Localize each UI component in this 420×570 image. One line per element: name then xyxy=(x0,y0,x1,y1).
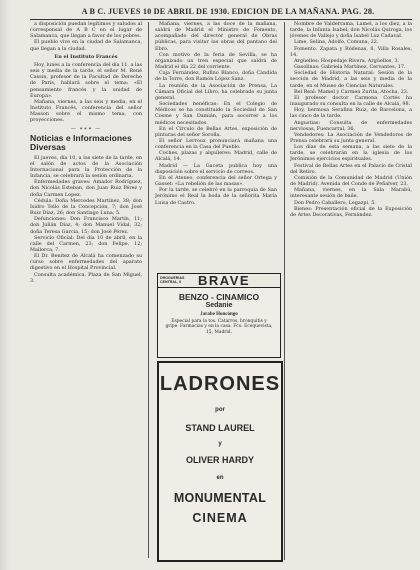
paragraph: En el Círculo de Bellas Artes, exposición de pinturas del señor Sorolla. xyxy=(155,125,277,138)
paragraph: Bienes: Presentación oficial de la Exposición de Artes Decorativas, Fernández. xyxy=(290,205,412,218)
and-word: y xyxy=(218,441,222,447)
paragraph: Enfermedades graves: Amador Rodríguez, don Nicolás Esteban, don Juan Ruiz Pérez y doña Carmen Lopez. xyxy=(30,179,142,198)
paragraph: Consulta académica. Plaza de San Miguel, 3. xyxy=(30,271,142,284)
paragraph: Sociedad de Historia Natural: Sesión de la sección de Madrid, a las seis y media de la tarde, en el Museo de Ciencias Naturales. xyxy=(290,70,412,89)
paragraph: Vendedores: La Asociación de Vendedores de Prensa celebrará su junta general. xyxy=(290,131,412,144)
paragraph: Por la tarde, se celebró en la parroquia de San Jerónimo el Real la boda de la señorita María Luisa de Castro. xyxy=(155,187,277,206)
paragraph: Mañana, viernes, a las doce de la mañana, saldrá de Madrid el Ministro de Fomento, acompañado del director general de Obras públicas, para visitar las obras del pantano del Ebro. xyxy=(155,21,277,52)
paragraph: Cédula: Doña Mercedes Martínez, 38; don Isidro Tello de la Concepción, 7; don José Ruiz Díaz, 26; don Santiago Luna, 5. xyxy=(30,197,142,217)
paragraph: Caja Fernández, Rufino Blanco, doña Cándida de la Torre, don Ramón López Sanz. xyxy=(155,70,277,83)
paragraph: Bel Real: Mamel y Carmen Zurita, Atocha, 23. xyxy=(294,88,409,95)
paragraph: En el Ateneo, conferencia del señor Ortega y Gasset: «La rebelión de las masas». xyxy=(155,174,277,188)
column-2 xyxy=(155,21,277,269)
section-heading: Noticias e Informaciones Diversas xyxy=(30,132,132,153)
paragraph: Festival de Bellas Artes en el Palacio de Cristal del Retiro. xyxy=(290,162,412,175)
paragraph: El jueves, día 10, a las siete de la tarde, en el salón de actos de la Asociación Internacional para la Protección de la Infancia, se celebrará la sesión ordinaria. xyxy=(30,154,142,180)
star-name: OLIVER HARDY xyxy=(185,455,254,465)
brave-title: BRAVE xyxy=(198,273,251,288)
paragraph: Don Pedro Caballero, Legazpi, 5. xyxy=(294,199,376,206)
paragraph: Fomento. Zapata y Ródenas, 8, Villa Rosales, 14. xyxy=(290,45,412,58)
ad-body-text: Especial para la tos. Catarros, bronquitis y gripe. Farmacias y en la casa. Fco. Ecequevista, 15, Madrid. xyxy=(165,319,273,335)
paragraph: La reunión de la Asociación de Prensa, La Cámara Oficial del Libro, ha celebrado su junta general. xyxy=(155,82,277,101)
paragraph: Defunciones: Don Francisco Martín, 11; don Julián Díaz, 4; don Manuel Vidal, 32; doña Teresa García, 15; don José Pérez. xyxy=(30,216,142,235)
paragraph: Mañana, viernes, en la Sala Marabú, interesante sesión de baile. xyxy=(290,187,412,200)
paragraph: El profesor doctor Carmona Cortés ha inaugurado su consulta en la calle de Alcalá, 98. xyxy=(290,94,412,108)
film-title: LADRONES xyxy=(159,373,281,395)
column-divider xyxy=(284,22,285,560)
paragraph: Los días de esta semana, a las siete de la tarde, se celebrarán en la iglesia de los Jerónimos ejercicios espirituales. xyxy=(290,144,412,163)
paragraph: Con motivo de la feria de Sevilla, se ha organizado un tren especial que saldrá de Madrid el día 22 del corriente. xyxy=(155,51,277,71)
paragraph: Coches, plazas y alquileres: Madrid, calle de Alcalá, 14. xyxy=(155,150,277,163)
paragraph: Angustias: Consulta de enfermedades nerviosas, Fuencarral, 36. xyxy=(290,119,412,132)
paragraph: El Dr. Benitez de Alcalá ha comenzado su curso sobre enfermedades del aparato digestivo en el Hospital Provincial. xyxy=(30,253,142,272)
ornament: — ∗∗∗ — xyxy=(70,125,102,132)
paragraph: El pueblo vive en la ciudad de Salamanca, que llegan a la ciudad. xyxy=(30,39,142,52)
benzo-advertisement xyxy=(157,273,281,358)
benzo-title: BENZO - CINAMICO xyxy=(178,292,260,302)
paragraph: Hoy, lunes a la conferencia del día 11, a las seis y media de la tarde, el señor M. René Cassin, profesor de la Facultad de Derecho de París, hablará sobre el tema: «El pensamiento francés y la unidad de Europa». xyxy=(30,61,142,99)
paragraph: Lime, Selina, Adolfo, Comuna, 22. xyxy=(294,39,379,46)
column-3 xyxy=(290,21,412,566)
subheading: En el Instituto Francés xyxy=(54,53,118,60)
paragraph: Nombre de Valderrama, Lamel, a los diez, a la tarde, la Infanta Isabel; don Nicolás Quiroga, los jóvenes de Vallejo y doña Isabel Luz Cadaval. xyxy=(290,21,412,40)
column-1 xyxy=(30,21,142,561)
paragraph: Gasolinas: Gabriela Martínez, Cervantes, 17. xyxy=(294,64,406,71)
paragraph: El señor Lerroux pronunciará mañana una conferencia en la Casa del Pueblo. xyxy=(155,137,277,151)
page-header: A B C. JUEVES 10 DE ABRIL DE 1930. EDICION DE LA MAÑANA. PAG. 28. xyxy=(81,7,375,16)
sedanie-title: Sedanie xyxy=(205,302,233,309)
paragraph: Hoy, hermosa Serafina Ruiz, de Barcelona, a las cinco de la tarde. xyxy=(290,107,412,120)
paragraph: Sociedades benéficas: En el Colegio de Médicos se ha constituido la Sociedad de San Cosme y San Damián, para socorrer a los médicos necesitados. xyxy=(155,101,277,126)
paragraph: Mañana, viernes, a las seis y media, en el Instituto Francés, conferencia del señor Masson sobre el mismo tema, con proyecciones. xyxy=(30,98,142,124)
venue-name: MONUMENTAL xyxy=(173,491,267,505)
by-word: por xyxy=(215,407,225,413)
jarabe-line: Jarabe Honcóngo xyxy=(200,312,238,317)
paragraph: Argüelles: Hospedaje Rivera, Argüelles, 3. xyxy=(294,57,400,64)
paragraph: Servicio Oficial: Del día 10 de abril, en la calle del Carmen, 23; don Felipe, 12; Mallorca, 7. xyxy=(30,234,142,253)
venue-name: CINEMA xyxy=(192,511,248,525)
in-word: en xyxy=(216,475,224,481)
star-name: STAND LAUREL xyxy=(185,423,255,433)
header-rule xyxy=(30,19,412,20)
page-edge-shadow xyxy=(0,0,10,570)
paragraph: a disposición puedan legítimos y saludos al corresponsal de A B C en el lugar de Salamanca, que llegan a favor de los pobres. xyxy=(30,21,142,40)
brave-banner xyxy=(158,274,280,288)
cinema-advertisement xyxy=(157,361,283,562)
paragraph: Comisión de la Comunidad de Madrid (Unión de Madrid). Avenida del Conde de Peñalver, 23. xyxy=(290,174,412,188)
column-divider xyxy=(148,22,149,558)
brave-small-text: DROGUERÍAS CENTRAL, 6 xyxy=(160,276,185,285)
paragraph: Madrid — La Gaceta publica hoy una disposición sobre el servicio de correos. xyxy=(155,162,277,175)
